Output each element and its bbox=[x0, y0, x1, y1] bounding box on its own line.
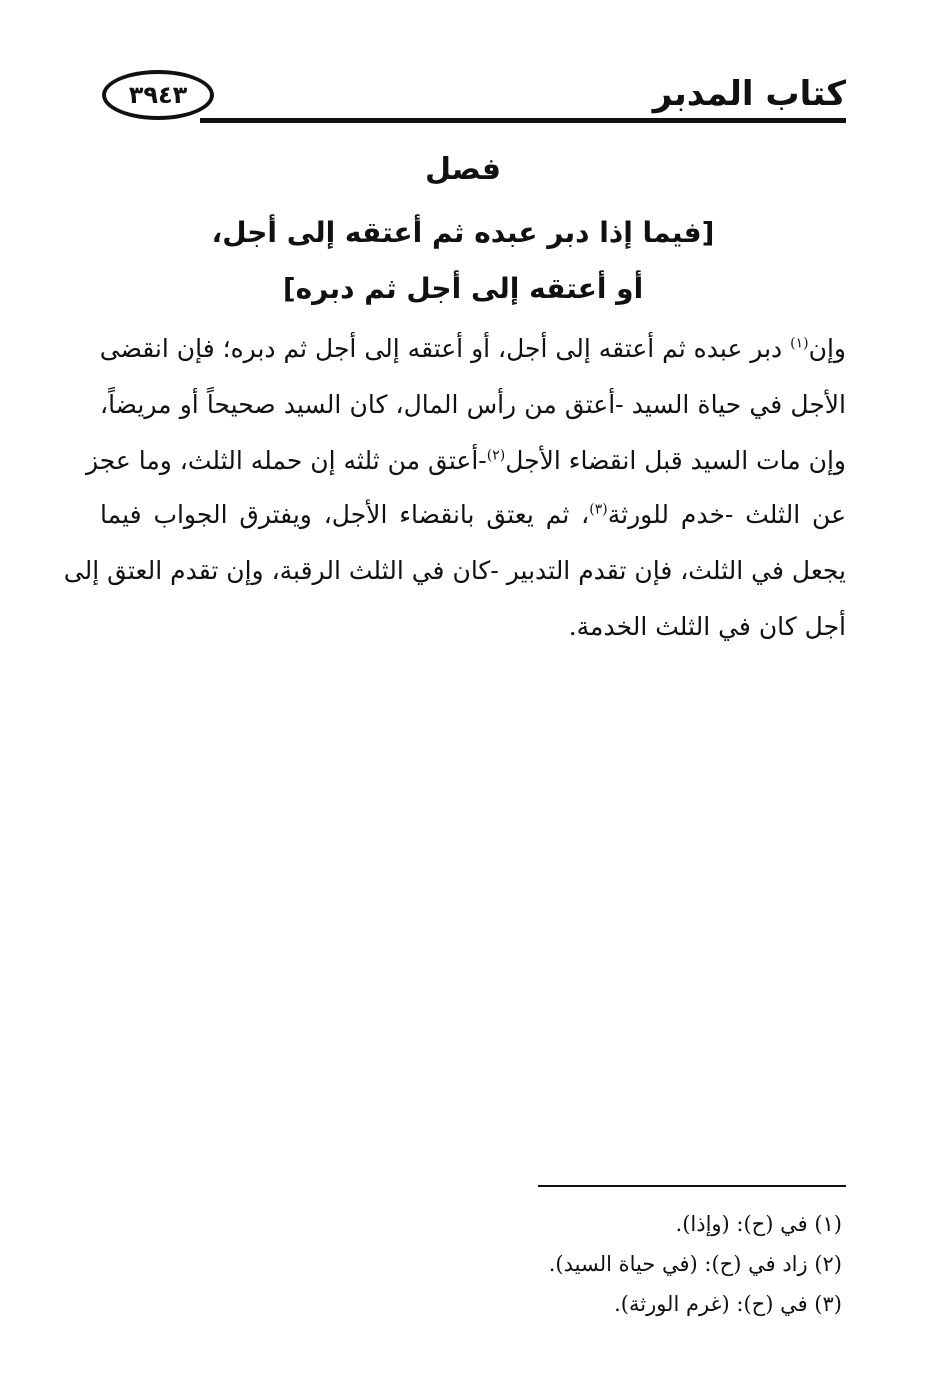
book-title: كتاب المدبر bbox=[652, 74, 846, 114]
body-line-text: وإن مات السيد قبل انقضاء الأجل bbox=[505, 446, 846, 475]
body-line-text: عن الثلث -خدم للورثة bbox=[607, 500, 847, 529]
footnote-rule bbox=[538, 1185, 846, 1187]
footnote-ref: (١) bbox=[790, 335, 809, 352]
body-line-text: -أعتق من ثلثه إن حمله الثلث، وما عجز bbox=[85, 446, 487, 475]
header-rule bbox=[200, 118, 846, 123]
footnote-ref: (٣) bbox=[589, 501, 608, 518]
body-line bbox=[100, 334, 846, 363]
section-label: فصل bbox=[425, 152, 501, 187]
body-line bbox=[63, 556, 846, 585]
body-line bbox=[100, 500, 846, 529]
section-title-line2: أو أعتقه إلى أجل ثم دبره] bbox=[282, 272, 644, 305]
section-title-line1: [فيما إذا دبر عبده ثم أعتقه إلى أجل، bbox=[211, 216, 715, 249]
footnote-1: (١) في (ح): (وإذا). bbox=[675, 1212, 842, 1236]
body-line-text: وإن bbox=[808, 334, 846, 363]
footnote-ref: (٢) bbox=[486, 447, 506, 464]
body-line bbox=[100, 390, 846, 419]
body-line-text: يجعل في الثلث، فإن تقدم التدبير -كان في الثلث الرقبة، وإن تقدم العتق إلى bbox=[63, 556, 846, 585]
footnote-3: (٣) في (ح): (غرم الورثة). bbox=[614, 1292, 842, 1316]
body-line-text: ، ثم يعتق بانقضاء الأجل، ويفترق الجواب فيما bbox=[100, 500, 590, 529]
body-line-text: الأجل في حياة السيد -أعتق من رأس المال، كان السيد صحيحاً أو مريضاً، bbox=[100, 390, 846, 419]
body-line-text: دبر عبده ثم أعتقه إلى أجل، أو أعتقه إلى أجل ثم دبره؛ فإن انقضى bbox=[99, 334, 791, 363]
body-line bbox=[85, 446, 846, 475]
body-line bbox=[100, 612, 846, 641]
footnote-2: (٢) زاد في (ح): (في حياة السيد). bbox=[548, 1252, 842, 1276]
body-line-text: أجل كان في الثلث الخدمة. bbox=[568, 612, 846, 641]
page-number: ٣٩٤٣ bbox=[102, 70, 214, 120]
